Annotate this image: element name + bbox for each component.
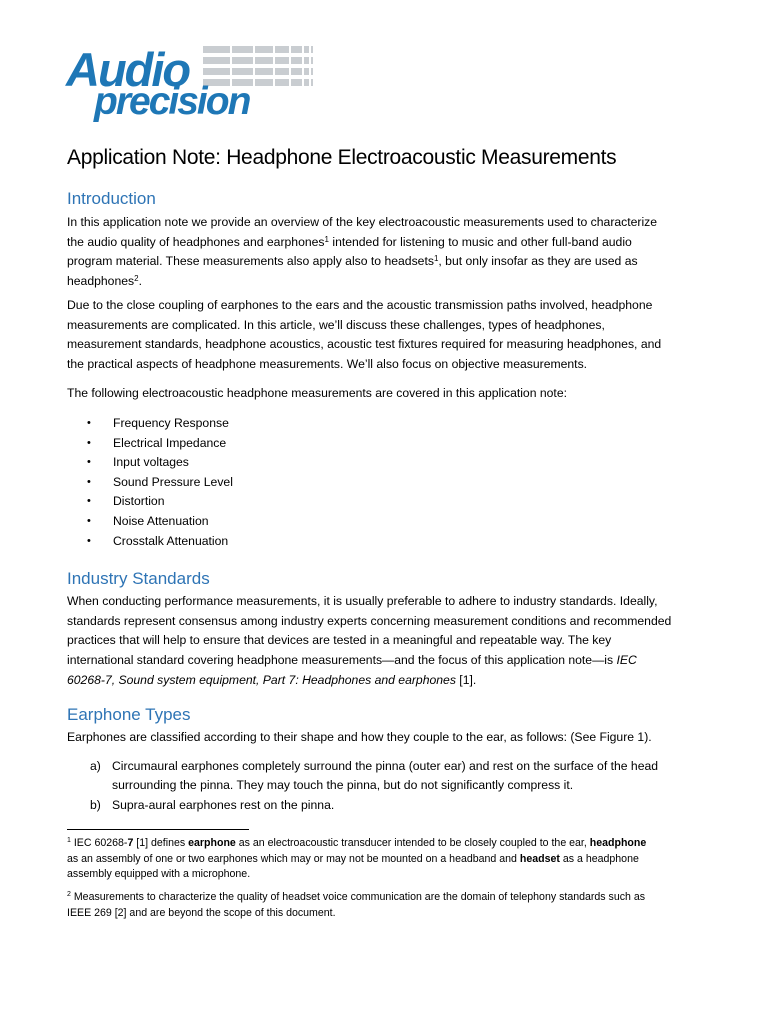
bullet-marker: •	[87, 534, 91, 547]
heading-introduction: Introduction	[67, 189, 156, 208]
bullet-marker: •	[87, 417, 91, 429]
text-run: as an electroacoustic transducer intended to be closely coupled to the ear,	[235, 837, 590, 849]
standard-citation: IEC	[616, 653, 637, 668]
text-run: the audio quality of headphones and earphones	[67, 234, 325, 249]
heading-earphone-types: Earphone Types	[67, 705, 191, 724]
text-run: headphones	[67, 274, 135, 289]
list-item-label: Crosstalk Attenuation	[113, 533, 229, 548]
heading-industry-standards: Industry Standards	[67, 569, 210, 588]
list-item-label: Distortion	[113, 494, 165, 509]
intro-p2-line: Due to the close coupling of earphones to the ears and the acoustic transmission paths involved, headphone	[67, 298, 653, 312]
list-marker: b)	[90, 797, 101, 812]
footnote-separator	[67, 829, 249, 830]
footnote-line: IEEE 269 [2] and are beyond the scope of this document.	[67, 906, 336, 919]
standard-citation: 60268-7, Sound system equipment, Part 7: Headphones and earphones	[67, 672, 456, 687]
footnote-number: 1	[67, 837, 71, 844]
list-item-label: Electrical Impedance	[113, 435, 227, 450]
term: headphone	[589, 837, 647, 849]
list-item	[90, 796, 710, 815]
text-run: ].	[469, 672, 477, 687]
earphone-intro-line: Earphones are classified according to their shape and how they couple to the ear, as follows: (See Figure 1).	[67, 730, 652, 744]
intro-p2-line: the practical aspects of headphone measurements. We’ll also focus on objective measurements.	[67, 357, 588, 372]
list-item-line: Supra-aural earphones rest on the pinna.	[112, 797, 335, 812]
industry-line	[67, 671, 707, 691]
list-item-line: surrounding the pinna. They may touch the pinna, but do not significantly compress it.	[112, 778, 574, 793]
text-run: [1] defines	[133, 837, 189, 849]
page-title: Application Note: Headphone Electroacoustic Measurements	[67, 146, 617, 169]
industry-line: When conducting performance measurements, it is usually preferable to adhere to industry standards. Ideally,	[67, 594, 658, 608]
footnote-line	[67, 852, 707, 868]
industry-paragraph	[67, 592, 707, 691]
earphone-types-list	[90, 757, 710, 815]
bullet-marker: •	[87, 475, 91, 488]
intro-p1-line	[67, 272, 707, 292]
intro-p1-line	[67, 252, 707, 272]
intro-paragraph-3	[67, 384, 707, 404]
intro-p1-line	[67, 233, 707, 253]
text-run: program material. These measurements also apply also to headsets	[67, 254, 434, 269]
text-run: .	[138, 274, 142, 289]
text-run: IEC 60268-	[70, 837, 128, 849]
footnote-line	[67, 836, 707, 852]
bullet-marker: •	[87, 436, 91, 449]
footnote-ref-1[interactable]: 1	[433, 254, 439, 264]
bullet-marker: •	[87, 495, 91, 508]
intro-p1-line: In this application note we provide an overview of the key electroacoustic measurements used to characterize	[67, 215, 658, 229]
industry-line: standards represent consensus among industry experts concerning measurement conditions and recommended	[67, 613, 672, 628]
intro-paragraph-2	[67, 296, 707, 375]
term: headset	[519, 852, 560, 865]
text-run: international standard covering headphone measurements—and the focus of this application note—is	[67, 653, 617, 668]
footnote-line: assembly equipped with a microphone.	[67, 868, 251, 881]
list-item-label: Noise Attenuation	[113, 513, 209, 528]
bullet-marker: •	[87, 514, 91, 527]
list-item-line: Circumaural earphones completely surround the pinna (outer ear) and rest on the surface of the head	[112, 759, 659, 773]
list-item-label: Frequency Response	[113, 416, 229, 430]
footnote-ref-2[interactable]: 2	[134, 274, 139, 284]
text-run: as an assembly of one or two earphones which may or may not be mounted on a headband and	[67, 852, 520, 865]
industry-line: practices that will help to ensure that devices are tested in a meaningful and repeatable way. The key	[67, 633, 612, 648]
text-run: , but only insofar as they are used as	[438, 254, 638, 269]
list-item	[90, 757, 710, 796]
intro-paragraph-1	[67, 213, 707, 292]
logo-word-precision: precision	[94, 80, 250, 123]
list-item-label: Input voltages	[113, 455, 189, 470]
footnote-ref-1[interactable]: 1	[324, 234, 329, 244]
text-run: as a headphone	[559, 852, 639, 865]
intro-p3-line: The following electroacoustic headphone measurements are covered in this application note:	[67, 386, 567, 400]
bullet-marker: •	[87, 456, 91, 469]
text-run: 7	[127, 837, 134, 849]
earphone-intro	[67, 728, 707, 748]
footnote-1	[67, 836, 707, 883]
list-marker: a)	[90, 759, 101, 773]
text-run: Measurements to characterize the quality of headset voice communication are the domain of telephony standards such as	[70, 891, 646, 903]
logo-word-audio: Audio	[66, 43, 190, 96]
list-item-label: Sound Pressure Level	[113, 474, 233, 489]
term: earphone	[188, 837, 236, 849]
footnote-line	[67, 890, 707, 906]
intro-p2-line: measurements are complicated. In this article, we’ll discuss these challenges, types of headphones,	[67, 317, 605, 332]
audio-precision-logo	[66, 42, 316, 126]
footnote-number: 2	[67, 891, 71, 898]
reference-link[interactable]: 1	[462, 672, 470, 687]
intro-p2-line: measurement standards, headphone acoustics, acoustic test fixtures required for measuring headphones, and	[67, 337, 662, 352]
footnote-2	[67, 890, 707, 921]
text-run: [	[455, 672, 463, 687]
industry-line	[67, 651, 707, 671]
text-run: intended for listening to music and other full-band audio	[328, 234, 632, 249]
